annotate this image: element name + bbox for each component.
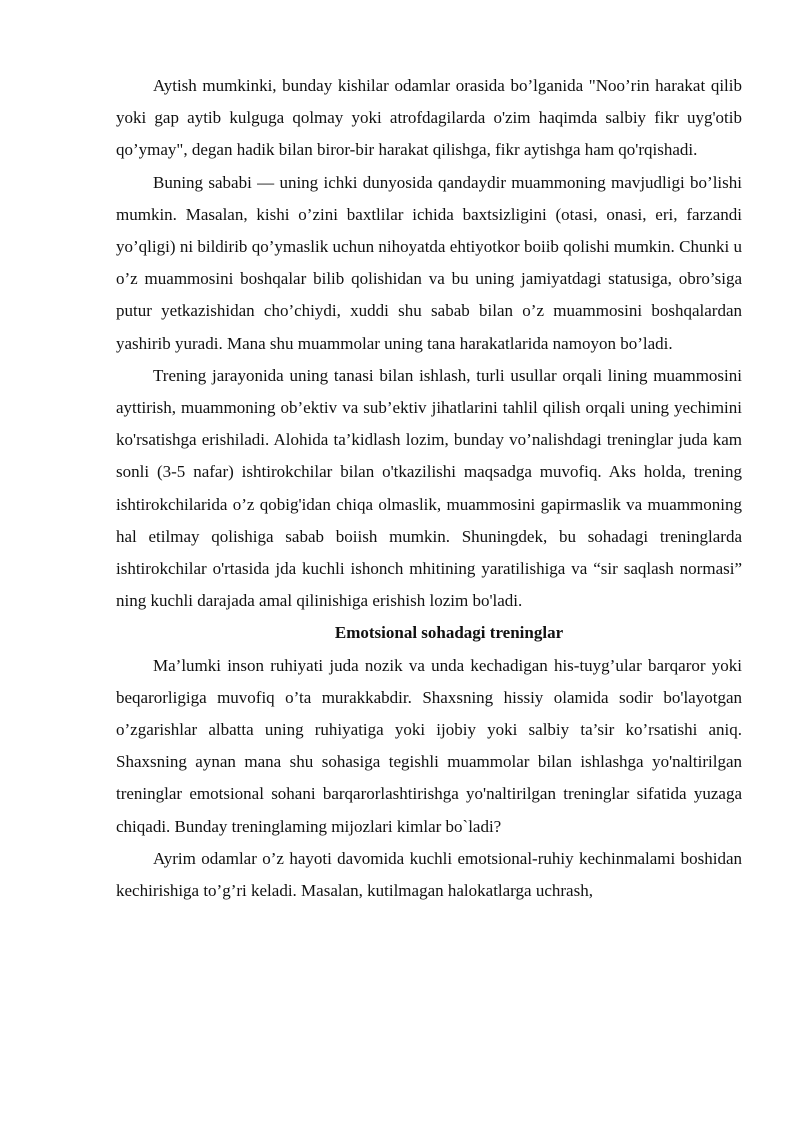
paragraph-4: Ma’lumki inson ruhiyati juda nozik va unda kechadigan his-tuyg’ular barqaror yoki beqarorligiga muvofiq o’ta murakkabdir. Shaxsning hissiy olamida sodir bo'layotgan o’zgarishlar albatta uning ruhiyatiga yoki ijobiy yoki salbiy ta’sir ko’rsatishi aniq. Shaxsning aynan mana shu sohasiga tegishli muammolar bilan ishlashga yo'naltirilgan treninglar emotsional sohani barqarorlashtirishga yo'naltirilgan treninglar sifatida yuzaga chiqadi. Bunday treninglaming mijozlari kimlar bo`ladi? <box>116 655 742 836</box>
paragraph-5: Ayrim odamlar o’z hayoti davomida kuchli emotsional-ruhiy kechinmalami boshidan kechirishiga to’g’ri keladi. Masalan, kutilmagan halokatlarga uchrash, <box>116 848 742 901</box>
paragraph-3: Trening jarayonida uning tanasi bilan ishlash, turli usullar orqali lining muammosini ayttirish, muammoning ob’ektiv va sub’ektiv jihatlarini tahlil qilish orqali uning yechimini ko'rsatishga erishiladi. Alohida ta’kidlash lozim, bunday vo’nalishdagi treninglar juda kam sonli (3-5 nafar) ishtirokchilar bilan o'tkazilishi maqsadga muvofiq. Aks holda, trening ishtirokchilarida o’z qobig'idan chiqa olmaslik, muammosini gapirmaslik va muammoning hal etilmay qolishiga sabab boiish mumkin. Shuningdek, bu sohadagi treninglarda ishtirokchilar o'rtasida jda kuchli ishonch mhitining yaratilishiga va “sir saqlash normasi” ning kuchli darajada amal qilinishiga erishish lozim bo'ladi. <box>116 365 742 611</box>
section-heading: Emotsional sohadagi treninglar <box>334 623 564 643</box>
paragraph-2: Buning sababi — uning ichki dunyosida qandaydir muammoning mavjudligi bo’lishi mumkin. Masalan, kishi o’zini baxtlilar ichida baxtsizligini (otasi, onasi, eri, farzandi yo’qligi) ni bildirib qo’ymaslik uchun nihoyatda ehtiyotkor boiib qolishi mumkin. Chunki u o’z muammosini boshqalar bilib qolishidan va bu uning jamiyatdagi statusiga, obro’siga putur yetkazishidan cho’chiydi, xuddi shu sabab bilan o’z muammosini boshqalardan yashirib yuradi. Mana shu muammolar uning tana harakatlarida namoyon bo’ladi. <box>116 172 742 353</box>
paragraph-1: Aytish mumkinki, bunday kishilar odamlar orasida bo’lganida "Noo’rin harakat qilib yoki gap aytib kulguga qolmay yoki atrofdagilarda o'zim haqimda salbiy fikr uyg'otib qo’ymay", degan hadik bilan biror-bir harakat qilishga, fikr aytishga ham qo'rqishadi. <box>116 76 742 160</box>
document-page <box>116 70 742 907</box>
